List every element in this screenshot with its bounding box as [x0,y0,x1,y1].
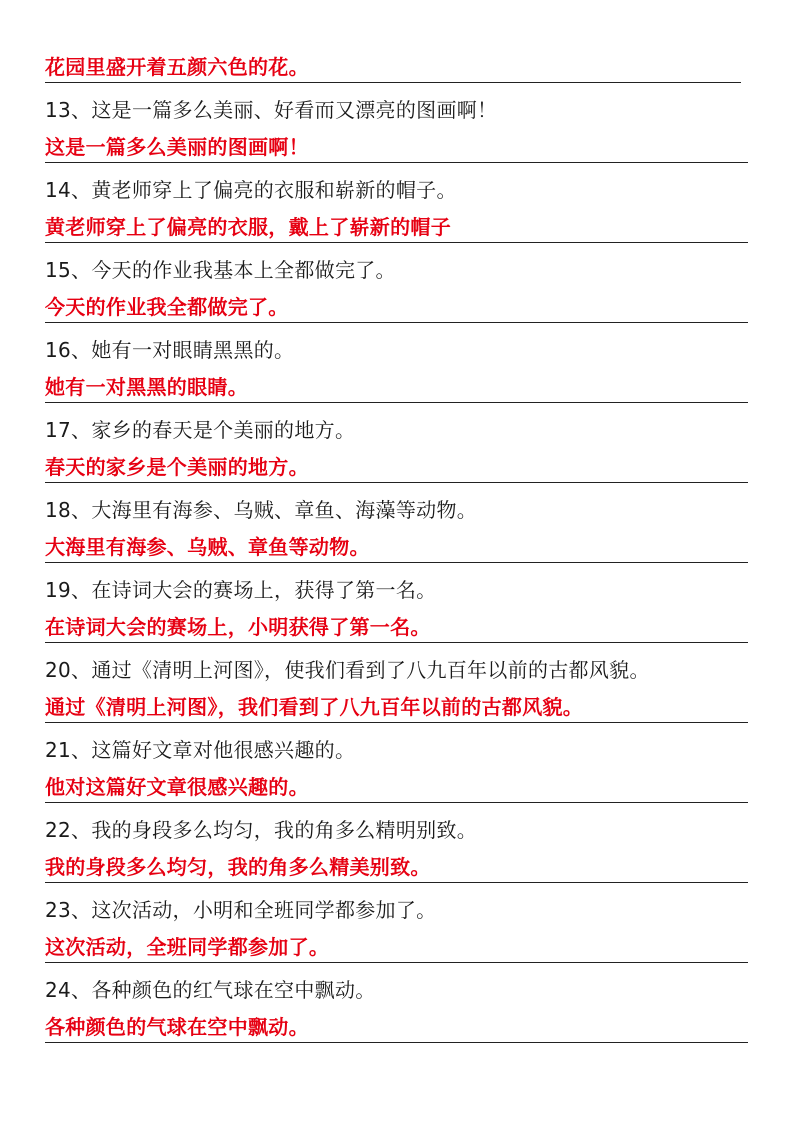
answer-text: 我的身段多么均匀，我的角多么精美别致。 [45,855,431,879]
question-text: 19、在诗词大会的赛场上，获得了第一名。 [45,578,437,602]
answer-line [45,212,748,243]
answer-line [45,1012,748,1043]
answer-line [45,772,748,803]
question-text: 24、各种颜色的红气球在空中飘动。 [45,978,376,1002]
answer-line [45,132,748,163]
item-16 [45,332,749,412]
answer-text: 花园里盛开着五颜六色的花。 [45,55,309,79]
item-13 [45,92,749,172]
item-19 [45,572,749,652]
answer-line-12 [45,52,741,83]
answer-text: 大海里有海参、乌贼、章鱼等动物。 [45,535,370,559]
answer-line [45,452,748,483]
item-20 [45,652,749,732]
item-24 [45,972,749,1052]
question-text: 13、这是一篇多么美丽、好看而又漂亮的图画啊！ [45,98,498,122]
item-15 [45,252,749,332]
answer-line [45,372,748,403]
answer-text: 她有一对黑黑的眼睛。 [45,375,248,399]
answer-line [45,692,748,723]
answer-text: 黄老师穿上了偏亮的衣服，戴上了崭新的帽子 [45,215,451,239]
question-text: 22、我的身段多么均匀，我的角多么精明别致。 [45,818,478,842]
item-18 [45,492,749,572]
answer-line [45,852,748,883]
answer-text: 今天的作业我全都做完了。 [45,295,289,319]
question-text: 16、她有一对眼睛黑黑的。 [45,338,295,362]
answer-text: 这次活动，全班同学都参加了。 [45,935,330,959]
question-text: 17、家乡的春天是个美丽的地方。 [45,418,356,442]
answer-text: 这是一篇多么美丽的图画啊！ [45,135,309,159]
answer-text: 通过《清明上河图》，我们看到了八九百年以前的古都风貌。 [45,695,584,719]
answer-line [45,932,748,963]
item-17 [45,412,749,492]
question-text: 15、今天的作业我基本上全都做完了。 [45,258,396,282]
question-text: 21、这篇好文章对他很感兴趣的。 [45,738,356,762]
item-22 [45,812,749,892]
question-text: 14、黄老师穿上了偏亮的衣服和崭新的帽子。 [45,178,457,202]
answer-line [45,612,748,643]
answer-text: 各种颜色的气球在空中飘动。 [45,1015,309,1039]
answer-line [45,532,748,563]
answer-text: 春天的家乡是个美丽的地方。 [45,455,309,479]
question-text: 23、这次活动，小明和全班同学都参加了。 [45,898,437,922]
item-21 [45,732,749,812]
question-text: 18、大海里有海参、乌贼、章鱼、海藻等动物。 [45,498,478,522]
item-23 [45,892,749,972]
answer-text: 他对这篇好文章很感兴趣的。 [45,775,309,799]
question-text: 20、通过《清明上河图》，使我们看到了八九百年以前的古都风貌。 [45,658,650,682]
item-14 [45,172,749,252]
answer-text: 在诗词大会的赛场上，小明获得了第一名。 [45,615,431,639]
answer-line [45,292,748,323]
